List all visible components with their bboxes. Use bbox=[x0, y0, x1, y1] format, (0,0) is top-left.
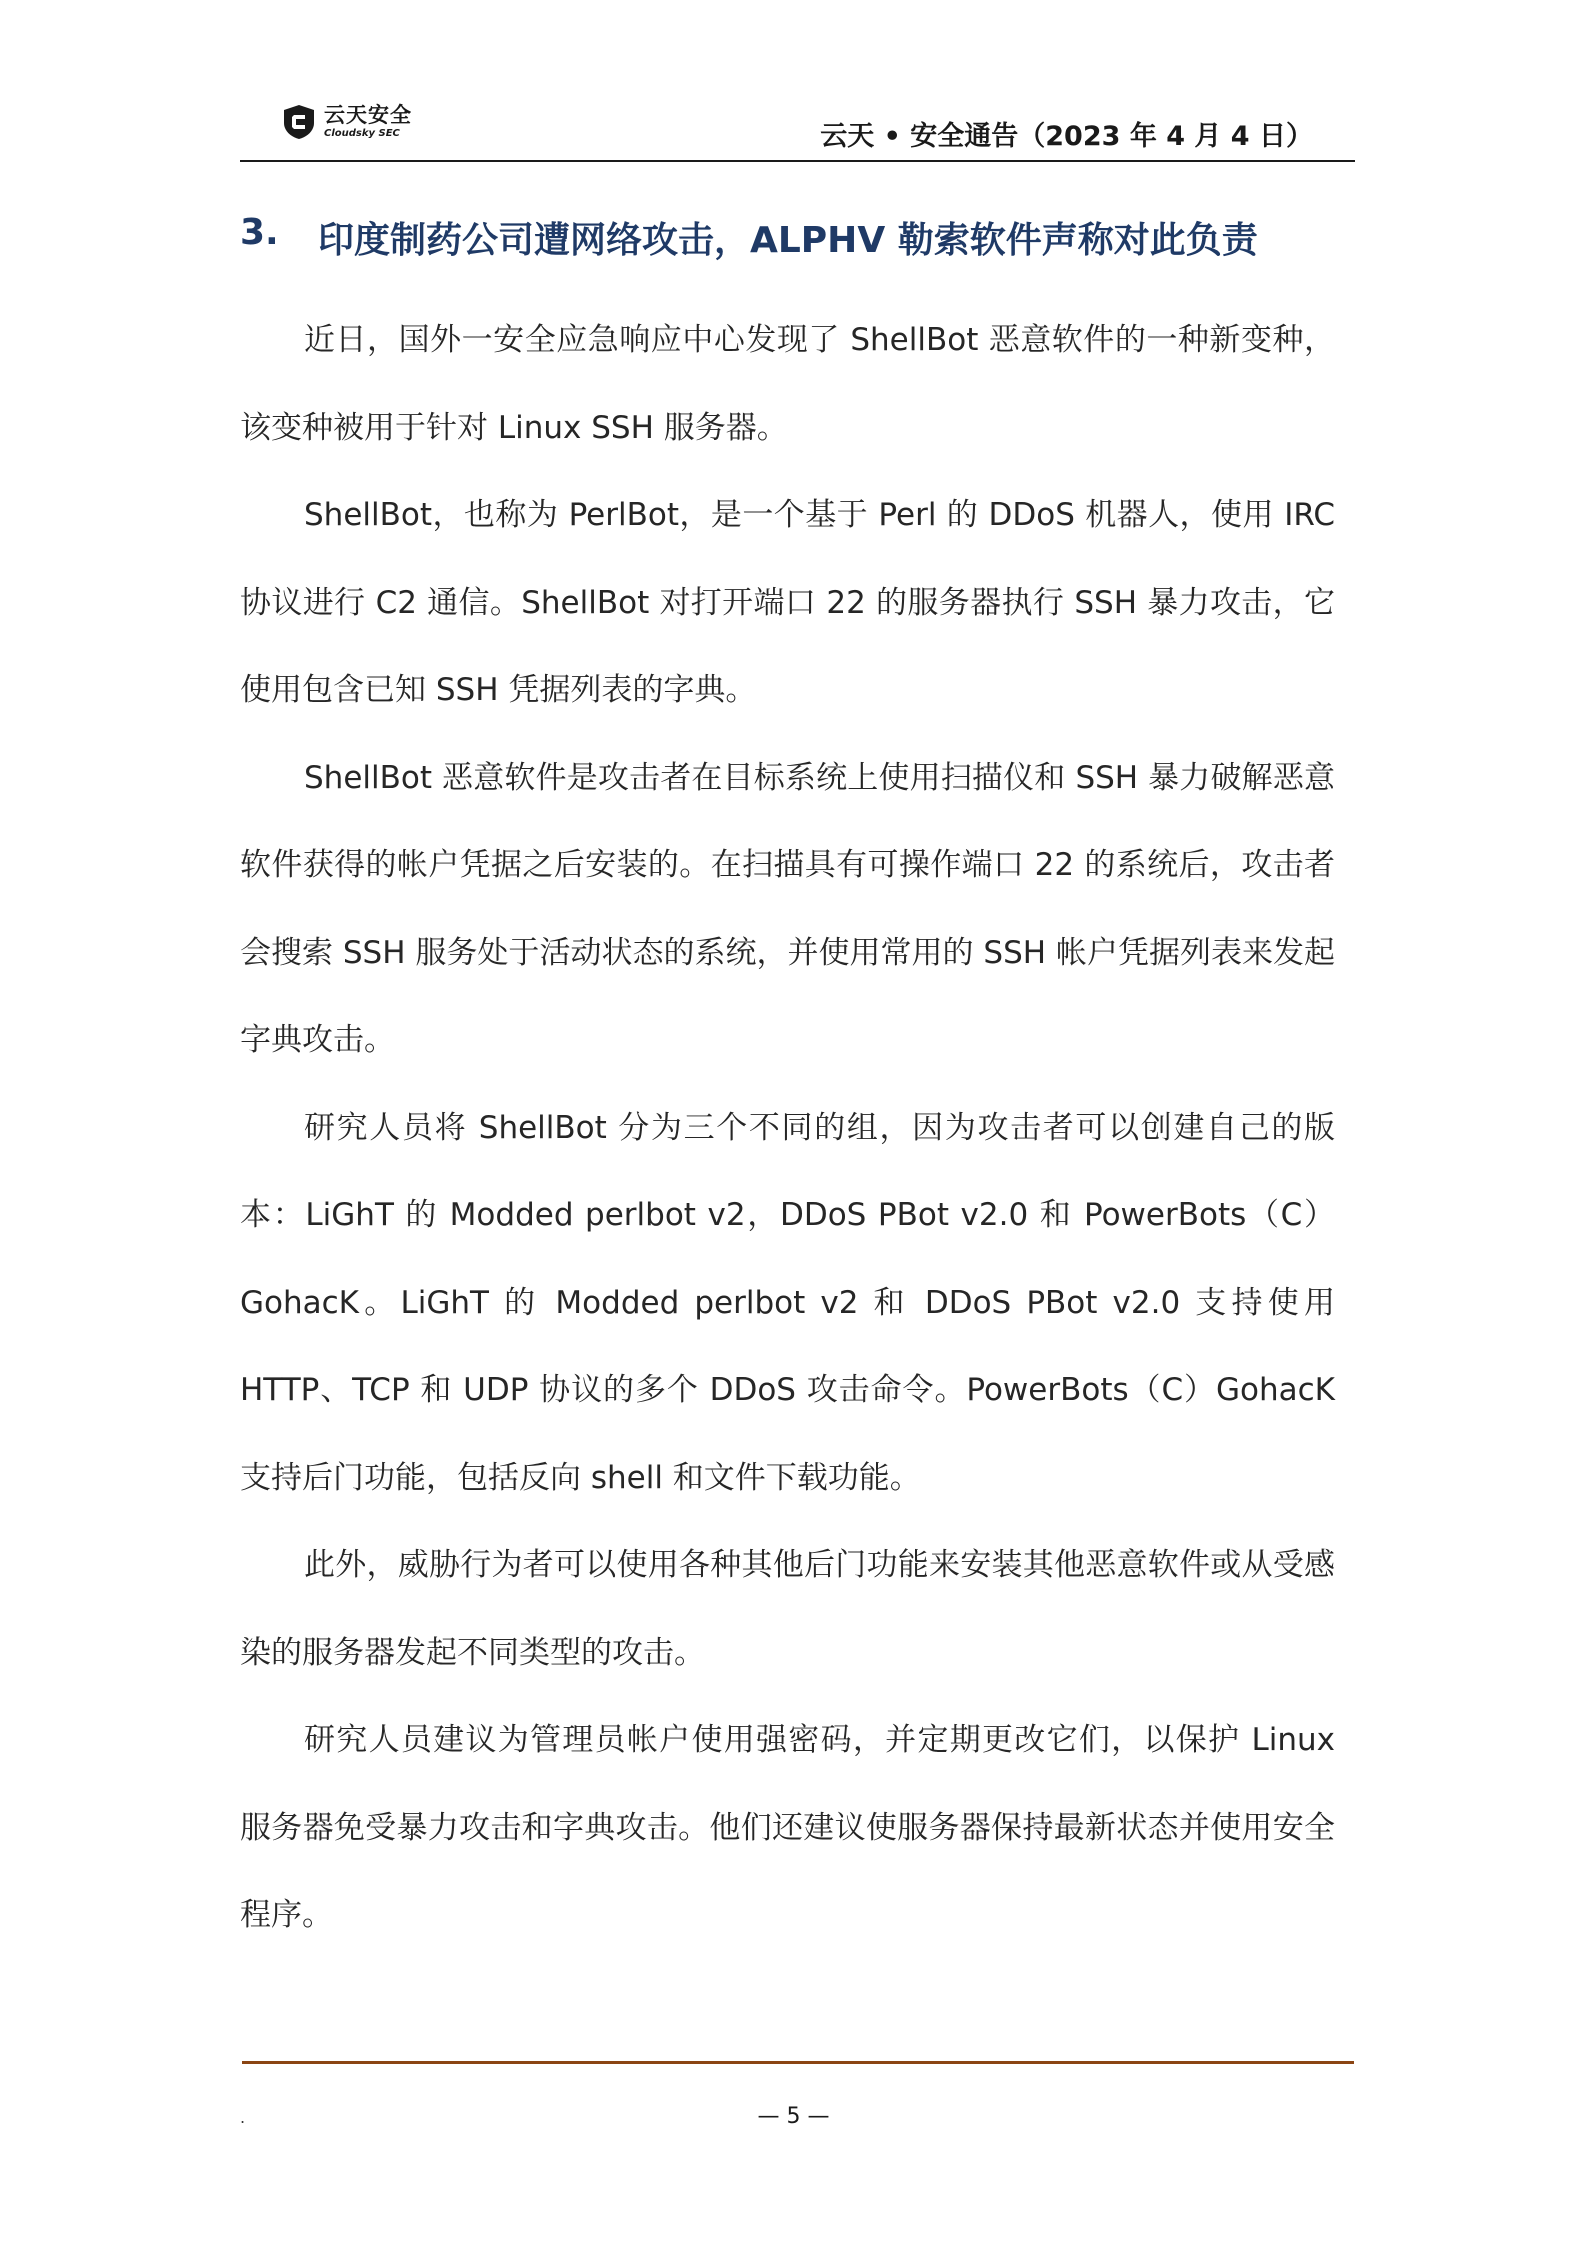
paragraph: ShellBot，也称为 PerlBot，是一个基于 Perl 的 DDoS 机器人，使用 IRC 协议进行 C2 通信。ShellBot 对打开端口 22 的服务器执行 SSH 暴力攻击，它使用包含已知 SSH 凭据列表的字典。 bbox=[240, 497, 1335, 708]
logo-english-text: Cloudsky SEC bbox=[324, 128, 400, 139]
section-title: 印度制药公司遭网络攻击，ALPHV 勒索软件声称对此负责 bbox=[318, 220, 1258, 261]
section-heading bbox=[240, 212, 1355, 263]
page-number: — 5 — bbox=[757, 2104, 830, 2129]
paragraph: 此外，威胁行为者可以使用各种其他后门功能来安装其他恶意软件或从受感染的服务器发起不同类型的攻击。 bbox=[240, 1547, 1335, 1671]
header-title: 云天 • 安全通告（2023 年 4 月 4 日） bbox=[820, 121, 1313, 152]
footer-divider bbox=[242, 2061, 1354, 2064]
section-number: 3. bbox=[240, 212, 279, 253]
paragraph: ShellBot 恶意软件是攻击者在目标系统上使用扫描仪和 SSH 暴力破解恶意软件获得的帐户凭据之后安装的。在扫描具有可操作端口 22 的系统后，攻击者会搜索 SSH 服务处于活动状态的系统，并使用常用的 SSH 帐户凭据列表来发起字典攻击。 bbox=[240, 759, 1335, 1058]
cloudsky-shield-icon bbox=[280, 103, 318, 141]
paragraph: 研究人员将 ShellBot 分为三个不同的组，因为攻击者可以创建自己的版本：LiGhT 的 Modded perlbot v2，DDoS PBot v2.0 和 PowerBots（C）GohacK。LiGhT 的 Modded perlbot v2 和 DDoS PBot v2.0 支持使用 HTTP、TCP 和 UDP 协议的多个 DDoS 攻击命令。PowerBots（C）GohacK 支持后门功能，包括反向 shell 和文件下载功能。 bbox=[240, 1109, 1335, 1496]
page-header bbox=[240, 92, 1355, 162]
cloudsky-logo bbox=[280, 98, 430, 146]
logo-chinese-text: 云天安全 bbox=[324, 103, 412, 127]
header-divider bbox=[240, 160, 1355, 162]
paragraph: 近日，国外一安全应急响应中心发现了 ShellBot 恶意软件的一种新变种，该变种被用于针对 Linux SSH 服务器。 bbox=[240, 322, 1335, 446]
footer-dot: . bbox=[240, 2108, 246, 2127]
paragraph: 研究人员建议为管理员帐户使用强密码，并定期更改它们，以保护 Linux 服务器免受暴力攻击和字典攻击。他们还建议使服务器保持最新状态并使用安全程序。 bbox=[240, 1722, 1335, 1933]
article-body bbox=[240, 297, 1335, 1960]
